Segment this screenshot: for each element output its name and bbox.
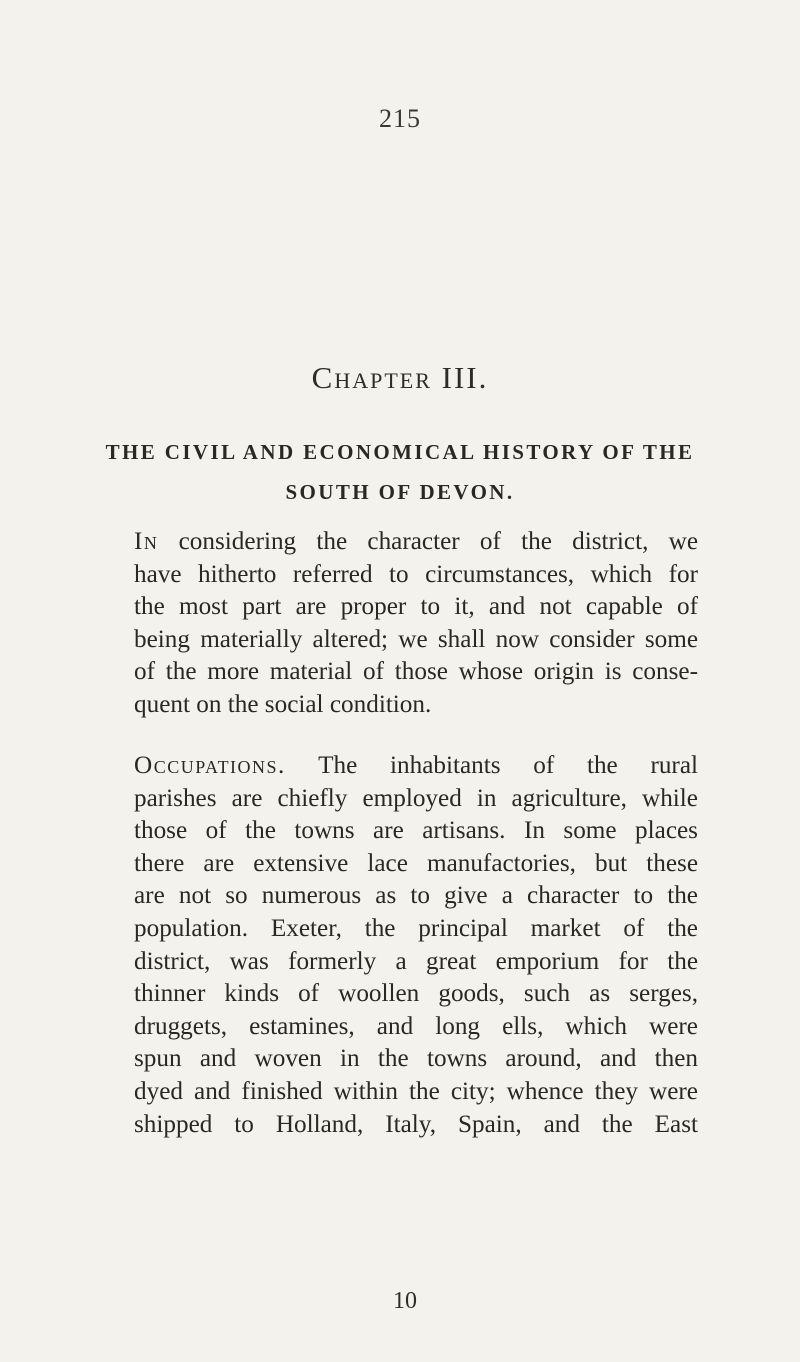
page-number: 215 [379, 104, 421, 133]
paragraph-line: have hitherto referred to circumstances, which for [134, 560, 698, 588]
paragraph-line [134, 526, 698, 559]
paragraph-line: the most part are proper to it, and not capable of [134, 593, 698, 621]
paragraph-line: druggets, estamines, and long ells, which were [134, 1012, 698, 1040]
paragraph-line: quent on the social condition. [134, 690, 432, 718]
paragraph-line: district, was formerly a great emporium for the [134, 947, 698, 975]
paragraph-line: are not so numerous as to give a character to the [134, 882, 698, 910]
paragraph-line: shipped to Holland, Italy, Spain, and the East [134, 1110, 698, 1138]
paragraph-line: those of the towns are artisans. In some places [134, 817, 698, 845]
paragraph-line: parishes are chiefly employed in agriculture, while [134, 784, 698, 812]
chapter-heading: Chapter III. [311, 360, 489, 395]
paragraph-line: there are extensive lace manufactories, but these [134, 849, 698, 877]
paragraph-line-text: The inhabitants of the rural [285, 752, 698, 779]
paragraph-line [134, 750, 698, 783]
paragraph-line: thinner kinds of woollen goods, such as serges, [134, 980, 698, 1008]
paragraph-introduction [134, 526, 698, 722]
paragraph-lead-word: Occupations. [134, 752, 286, 779]
paragraph-line: spun and woven in the towns around, and then [134, 1045, 698, 1073]
paragraph-line: dyed and finished within the city; whence they were [134, 1077, 698, 1105]
paragraph-line-text: considering the character of the district, we [158, 528, 698, 555]
paragraph-line: being materially altered; we shall now consider some [134, 625, 698, 653]
chapter-title-line: SOUTH OF DEVON. [285, 480, 515, 504]
paragraph-line: of the more material of those whose origin is conse- [134, 658, 698, 686]
chapter-title [0, 432, 800, 512]
signature-mark: 10 [393, 1288, 417, 1314]
chapter-title-line: THE CIVIL AND ECONOMICAL HISTORY OF THE [105, 440, 695, 464]
paragraph-occupations [134, 750, 698, 1141]
paragraph-line: population. Exeter, the principal market of the [134, 914, 698, 942]
paragraph-lead-word: In [134, 528, 159, 555]
